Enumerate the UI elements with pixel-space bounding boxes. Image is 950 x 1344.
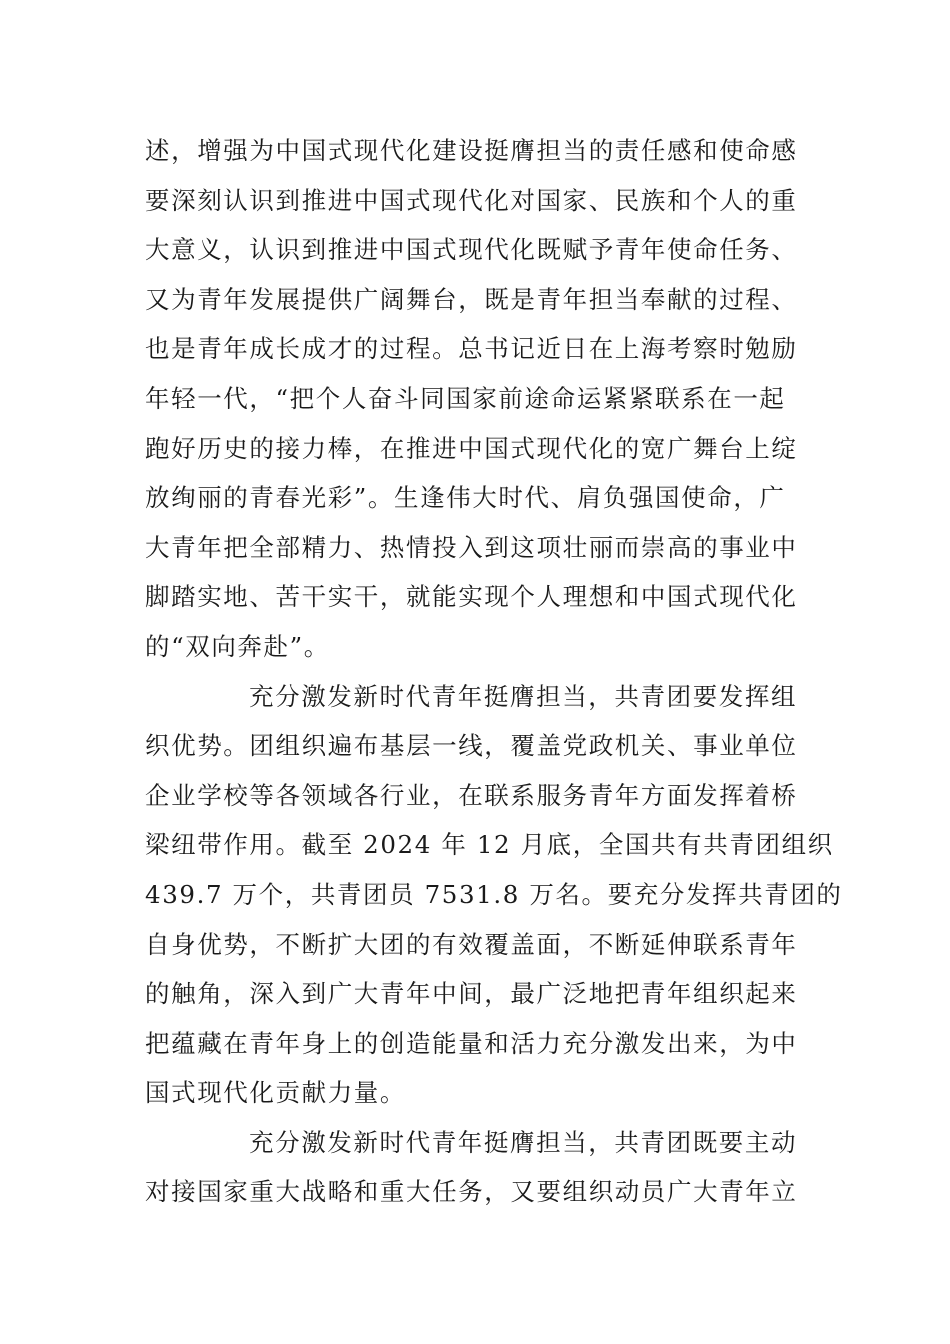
text-line: 对接国家重大战略和重大任务，又要组织动员广大青年立 bbox=[145, 1177, 798, 1207]
text-line: 国式现代化贡献力量。 bbox=[145, 1078, 406, 1108]
paragraph-first-line: 充分激发新时代青年挺膺担当，共青团要发挥组 bbox=[249, 681, 798, 711]
text-line: 要深刻认识到推进中国式现代化对国家、民族和个人的重 bbox=[145, 185, 798, 215]
text-line: 跑好历史的接力棒，在推进中国式现代化的宽广舞台上绽 bbox=[145, 433, 798, 463]
text-line: 的“双向奔赴”。 bbox=[145, 631, 330, 661]
text-line: 自身优势，不断扩大团的有效覆盖面，不断延伸联系青年 bbox=[145, 929, 798, 959]
text-line: 439.7 万个，共青团员 7531.8 万名。要充分发挥共青团的 bbox=[145, 879, 843, 909]
text-line: 梁纽带作用。截至 2024 年 12 月底，全国共有共青团组织 bbox=[145, 830, 834, 860]
text-line: 大意义，认识到推进中国式现代化既赋予青年使命任务、 bbox=[145, 235, 798, 265]
text-line: 年轻一代，“把个人奋斗同国家前途命运紧紧联系在一起 bbox=[145, 383, 786, 413]
body-text bbox=[145, 126, 843, 1217]
text-line: 放绚丽的青春光彩”。生逢伟大时代、肩负强国使命，广 bbox=[145, 483, 786, 513]
text-line: 织优势。团组织遍布基层一线，覆盖党政机关、事业单位 bbox=[145, 731, 798, 761]
paragraph-first-line: 充分激发新时代青年挺膺担当，共青团既要主动 bbox=[249, 1127, 798, 1157]
text-line: 述，增强为中国式现代化建设挺膺担当的责任感和使命感 bbox=[145, 136, 798, 165]
text-line: 脚踏实地、苦干实干，就能实现个人理想和中国式现代化 bbox=[145, 582, 798, 612]
text-line: 企业学校等各领域各行业，在联系服务青年方面发挥着桥 bbox=[145, 780, 798, 810]
text-line: 也是青年成长成才的过程。总书记近日在上海考察时勉励 bbox=[145, 334, 798, 364]
text-line: 把蕴藏在青年身上的创造能量和活力充分激发出来，为中 bbox=[145, 1028, 798, 1058]
text-line: 大青年把全部精力、热情投入到这项壮丽而崇高的事业中 bbox=[145, 532, 798, 562]
text-line: 的触角，深入到广大青年中间，最广泛地把青年组织起来 bbox=[145, 979, 798, 1009]
text-line: 又为青年发展提供广阔舞台，既是青年担当奉献的过程、 bbox=[145, 284, 798, 314]
